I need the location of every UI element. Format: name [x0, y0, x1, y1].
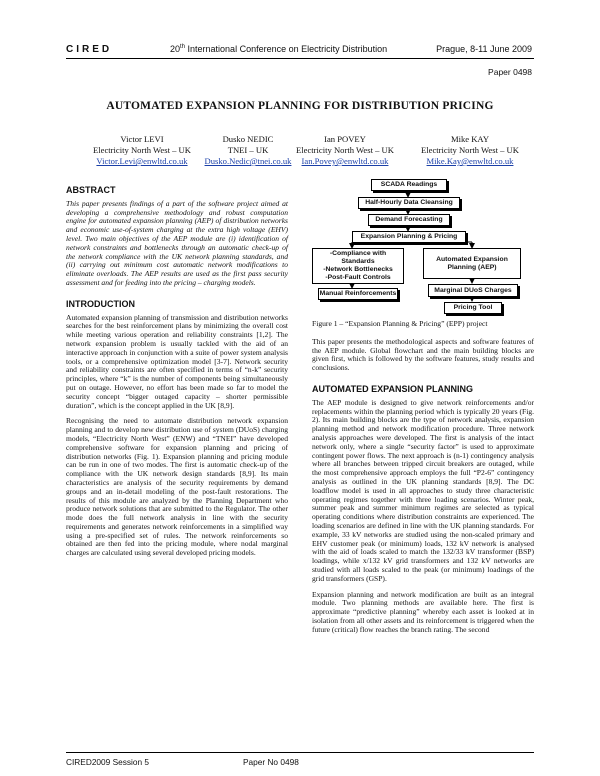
author-block	[410, 134, 530, 167]
compliance-line: -Post-Fault Controls	[325, 274, 391, 281]
author-name: Dusko NEDIC	[222, 134, 274, 144]
right-intro-paragraph: This paper presents the methodological aspects and software features of the AEP module. Global flowchart and the main building blocks are given first, which is followed by the software features, study results and conclusions.	[312, 336, 534, 373]
flow-box-duos: Marginal DUoS Charges	[428, 284, 518, 297]
aep-paragraph-1: The AEP module is designed to give network reinforcements and/or replacements within the planning period which is typically 20 years (Fig. 2). Its main building blocks are the type of network analysis, expansion planning method and network modification procedure. Three network analysis approaches were developed. The first is analysis of the intact network only, where a single “security factor” is used to approximate contingent power flows. The next approach is (n-1) contingency analysis where all branches between tripped circuit breakers are outaged, while the most comprehensive approach employs the full “P2-6” contingency analysis as outlined in the UK planning standards [8,9]. The DC loadflow model is used in all approaches to study three characteristic operating regimes together with three loading scenarios. Winter peak, summer peak and summer minimum regimes are selected as typical operating conditions where distribution constraints are experienced. The loading scenarios are defined in line with the UK planning standards. For example, 33 kV networks are studied using the non-scaled primary and EHV customer peak (or minimum) loads, 132 kV network is analysed with the aid of loads scaled to match the 132/33 kV transformer (BSP) loadings, while x/132 kV grid transformers and 132 kV networks are studied with all loads scaled to the peak (or minimum) loadings of the grid transformers (GSP).	[312, 397, 534, 583]
author-email[interactable]: Mike.Kay@enwltd.co.uk	[426, 156, 514, 166]
introduction-heading: INTRODUCTION	[66, 298, 135, 309]
footer-rule	[66, 752, 534, 753]
author-block	[285, 134, 405, 167]
aep-section-heading: AUTOMATED EXPANSION PLANNING	[312, 383, 474, 394]
introduction-paragraph-2: Recognising the need to automate distribution network expansion planning and to develop new distribution use of system (DUoS) charging models, “Electricity North West” (ENW) and “TNEI” have developed comprehensive software for expansion planning and pricing of distribution networks (Fig. 1). Expansion planning and pricing module can be run in one of two modes. The first is automatic check-up of the compliance with the UK network design standards [8,9]. Its main characteristics are analysis of the security requirements by demand groups and an in-detail modeling of the post-fault restorations. The results of this module are analyzed by the Planning Department who produce network solutions that are submitted to the Regulator. The other mode does the full network analysis in line with the security requirements and generates network reinforcements in a simplified way using a pre-specified set of rules. The network reinforcements so obtained are then fed into the pricing module, where nodal marginal charges are calculated using several developed pricing models.	[66, 416, 288, 558]
aep-line: Planning (AEP)	[447, 263, 497, 271]
author-org: Electricity North West – UK	[421, 145, 519, 155]
flow-box-cleansing: Half-Hourly Data Cleansing	[358, 197, 460, 209]
aep-paragraph-2: Expansion planning and network modification are built as an integral module. Two planning methods are available here. The first is approximate “predictive planning” whereby each asset is looked at in isolation from all other assets and its reinforcement is triggered when the future (critical) flow reaches the branch rating. The second	[312, 589, 534, 634]
flow-box-scada: SCADA Readings	[371, 179, 447, 191]
author-name: Ian POVEY	[324, 134, 366, 144]
flow-box-pricing-tool: Pricing Tool	[444, 302, 502, 314]
author-org: Electricity North West – UK	[296, 145, 394, 155]
author-email[interactable]: Victor.Levi@enwltd.co.uk	[96, 156, 188, 166]
author-org: TNEI – UK	[227, 145, 269, 155]
header-rule	[66, 58, 534, 59]
author-name: Victor LEVI	[120, 134, 164, 144]
author-email[interactable]: Ian.Povey@enwltd.co.uk	[301, 156, 389, 166]
abstract-text: This paper presents findings of a part of the software project aimed at developing a comprehensive methodology and robust computation engine for automated expansion planning (AEP) of distribution networks and economic use-of-system charging at the extra high voltage (EHV) level. Two main objectives of the AEP module are (i) identification of network constraints and bottlenecks through an automatic check-up of the network compliance with the UK network planning standards, and (ii) carrying out minimum cost automatic network modifications to eliminate overloads. The AEP results are used as the first pass security assessment and for feeding into the pricing – charging models.	[66, 198, 288, 287]
abstract-heading: ABSTRACT	[66, 185, 116, 195]
compliance-line: -Network Bottlenecks	[323, 266, 393, 273]
left-column	[66, 186, 288, 565]
flow-box-epp: Expansion Planning & Pricing	[352, 231, 466, 243]
figure-1-caption: Figure 1 – “Expansion Planning & Pricing” (EPP) project	[312, 319, 488, 328]
header-conference: 20th International Conference on Electricity Distribution	[170, 44, 388, 54]
footer-paper-number: Paper No 0498	[243, 757, 299, 767]
aep-line: Automated Expansion	[436, 255, 508, 263]
paper-title: AUTOMATED EXPANSION PLANNING FOR DISTRIBUTION PRICING	[106, 100, 494, 112]
header-place-date: Prague, 8-11 June 2009	[436, 44, 532, 54]
header-paper-number: Paper 0498	[488, 67, 532, 77]
flow-box-manual: Manual Reinforcements	[318, 288, 398, 300]
flow-box-aep	[423, 248, 521, 279]
footer-session: CIRED2009 Session 5	[66, 757, 150, 767]
compliance-line: -Compliance with Standards	[329, 250, 387, 265]
header-org: CIRED	[66, 44, 113, 55]
figure-1-flowchart	[312, 176, 534, 316]
author-name: Mike KAY	[450, 134, 490, 144]
author-org: Electricity North West – UK	[93, 145, 191, 155]
author-block	[82, 134, 202, 167]
flow-box-compliance	[312, 248, 404, 284]
flow-box-forecasting: Demand Forecasting	[368, 214, 450, 226]
author-email[interactable]: Dusko.Nedic@tnei.co.uk	[204, 156, 292, 166]
introduction-paragraph-1: Automated expansion planning of transmission and distribution networks searches for the best reinforcement plans by minimizing the overall cost while meeting various operation and reliability constraints [1,2]. The network expansion problem is usually tackled with the aid of an interactive approach in conjunction with a suite of power system analysis tools, or a comprehensive optimization model [3-7]. Network security and reliability constraints are often specified in terms of “n-k” security principles, where “k” is the number of components being simultaneously put on outage. However, no effort has been made so far to model the security concept “bigger outaged capacity – shorter permissible duration”, which is the concept applied in the UK [8,9].	[66, 312, 288, 410]
right-column	[312, 320, 534, 642]
